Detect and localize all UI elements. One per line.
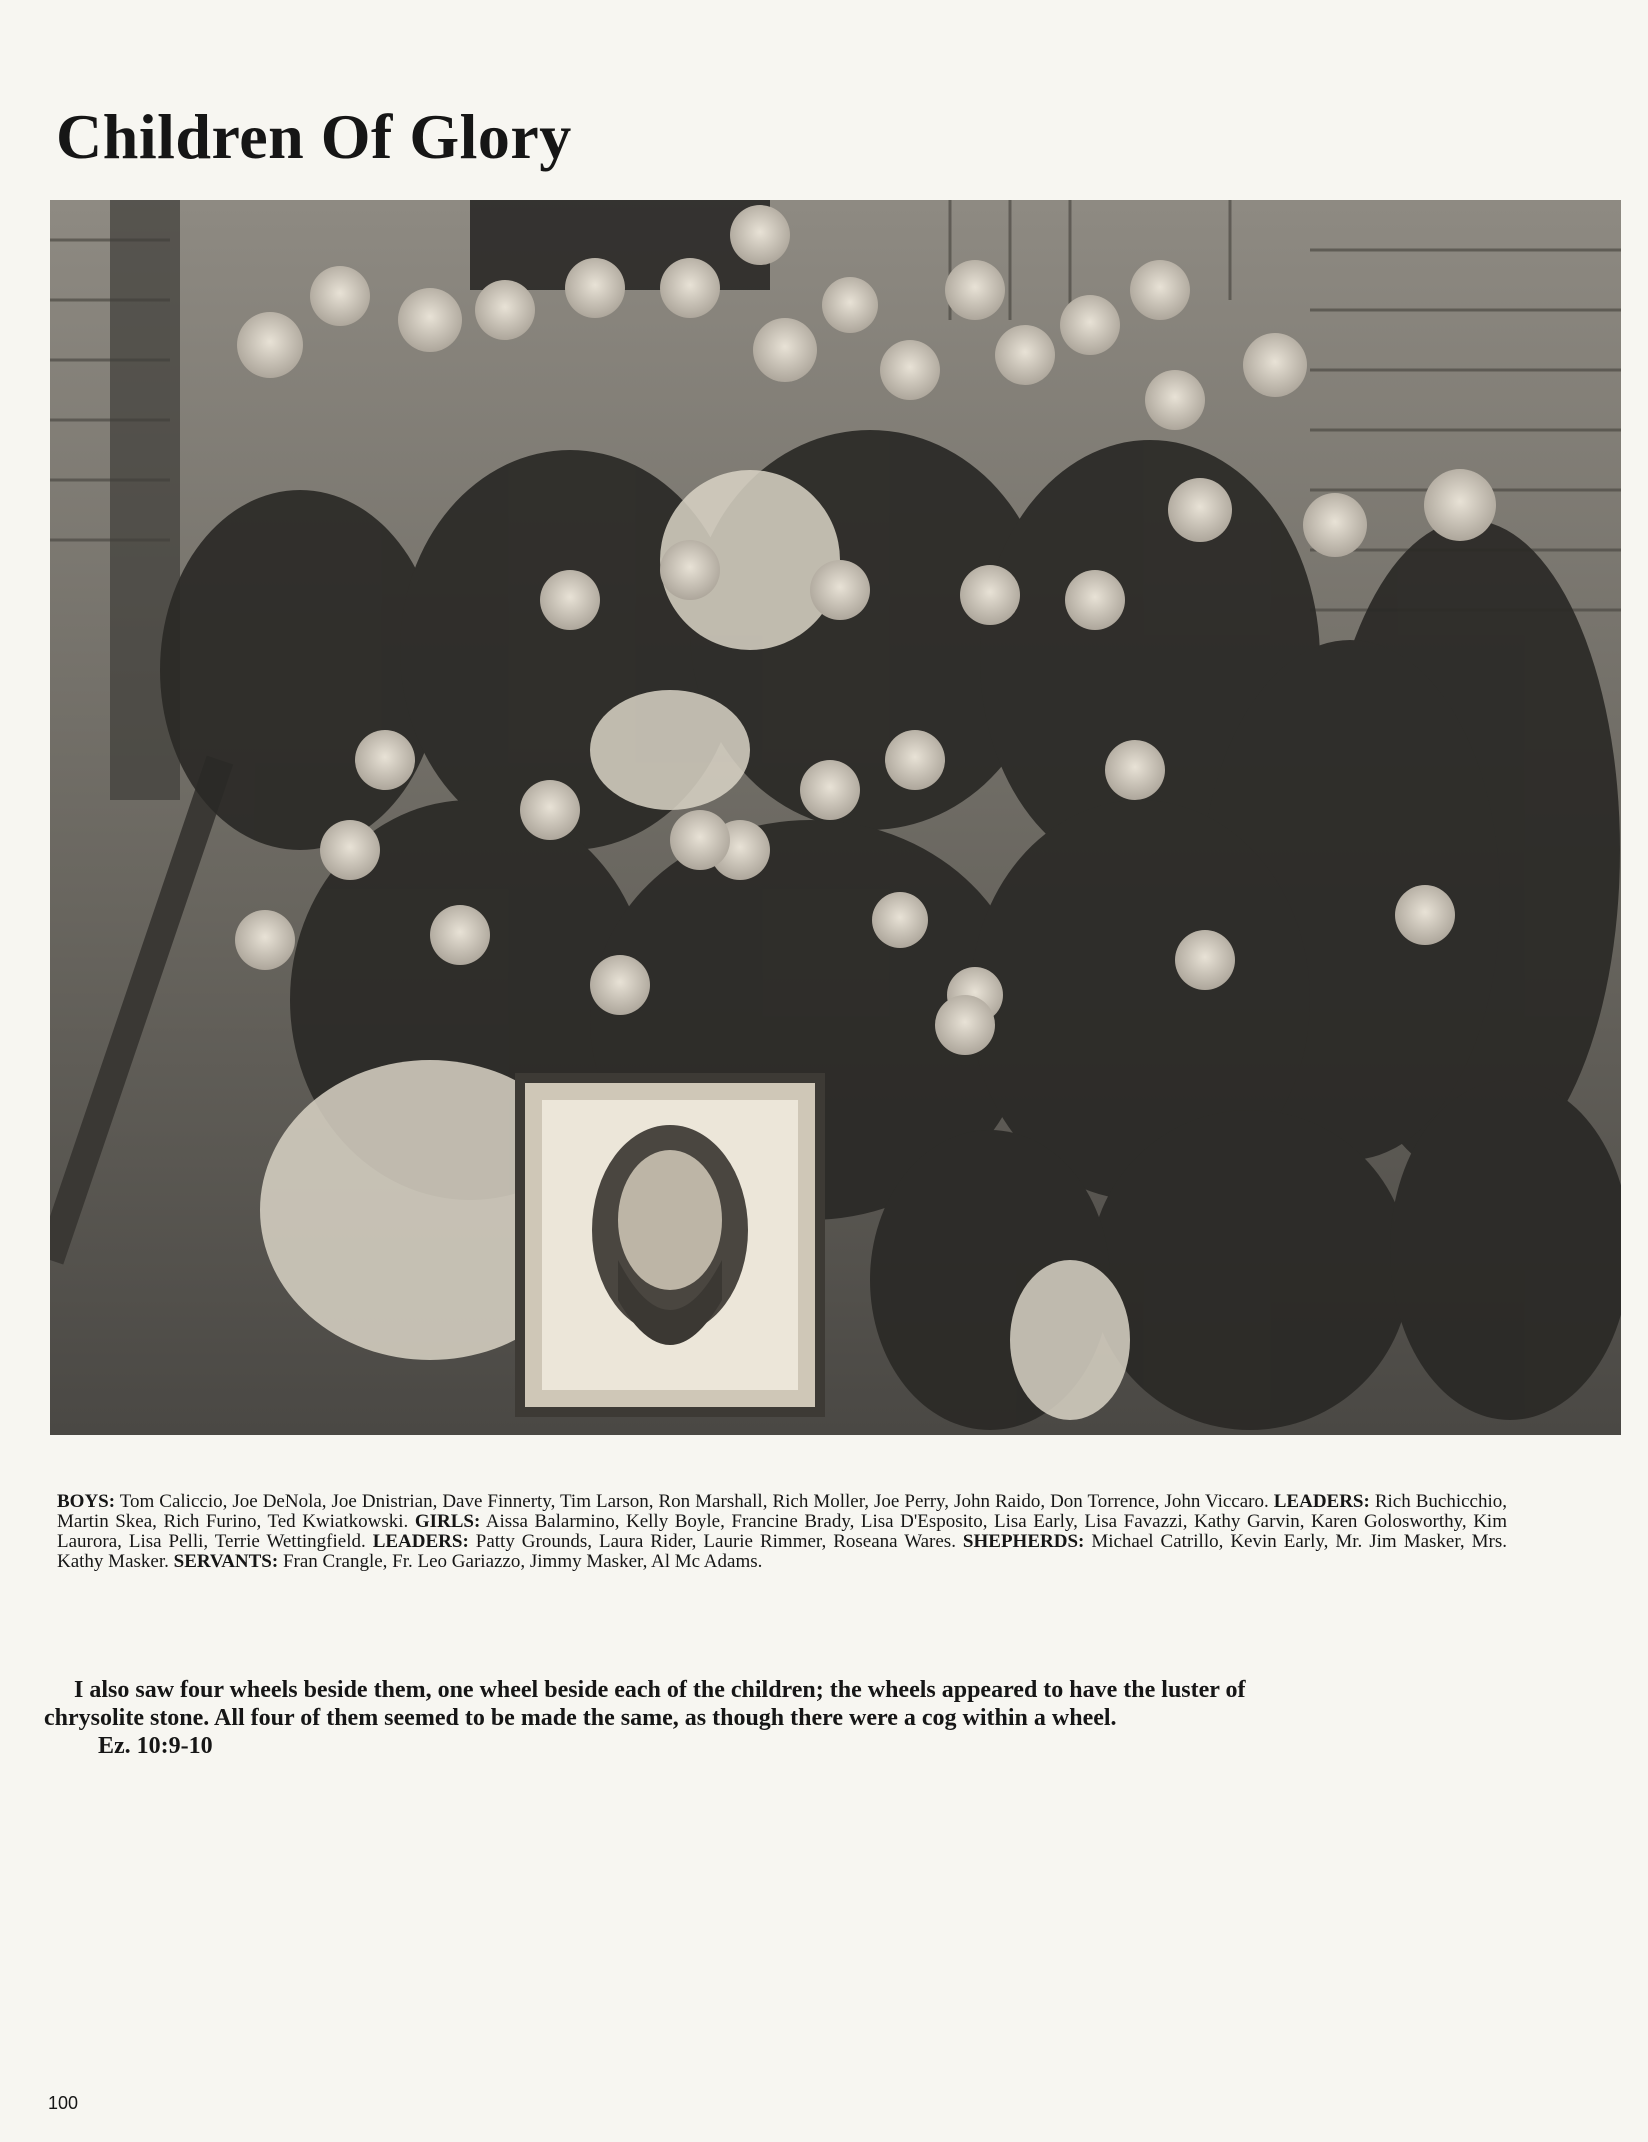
caption-text: Rich Buchicchio, Martin Skea, Rich Furino, Ted Kwiatkowski. xyxy=(57,1491,1507,1532)
caption-text: Michael Catrillo, Kevin Early, Mr. Jim Masker, Mrs. Kathy Masker. xyxy=(57,1531,1507,1572)
scripture-quote xyxy=(44,1676,1534,1760)
caption-label: SHEPHERDS: xyxy=(962,1531,1085,1552)
caption-label: LEADERS: xyxy=(372,1531,469,1552)
caption-text: Aissa Balarmino, Kelly Boyle, Francine Brady, Lisa D'Esposito, Lisa Early, Lisa Favazzi, Kathy Garvin, Karen Golosworthy, Kim Laurora, Lisa Pelli, Terrie Wettingfield. xyxy=(57,1511,1507,1552)
caption-label: GIRLS: xyxy=(414,1511,481,1532)
caption-text: Tom Caliccio, Joe DeNola, Joe Dnistrian, Dave Finnerty, Tim Larson, Ron Marshall, Rich Moller, Joe Perry, John Raido, Don Torrence, John Viccaro. xyxy=(115,1491,1274,1512)
caption-text: Fran Crangle, Fr. Leo Gariazzo, Jimmy Masker, Al Mc Adams. xyxy=(278,1551,763,1572)
caption-label: SERVANTS: xyxy=(173,1551,279,1572)
group-photo xyxy=(50,200,1621,1435)
caption-label: BOYS: xyxy=(57,1491,116,1512)
caption-names xyxy=(57,1492,1507,1572)
page-title: Children Of Glory xyxy=(56,101,572,172)
caption-text: Patty Grounds, Laura Rider, Laurie Rimmer, Roseana Wares. xyxy=(468,1531,963,1552)
caption-label: LEADERS: xyxy=(1273,1491,1370,1512)
quote-line-1: I also saw four wheels beside them, one wheel beside each of the children; the wheels appeared to have the luster of xyxy=(74,1677,1246,1703)
quote-line-2: chrysolite stone. All four of them seemed to be made the same, as though there were a cog within a wheel. xyxy=(44,1705,1117,1731)
framed-portrait xyxy=(520,1078,820,1412)
group-photo-image xyxy=(50,200,1621,1435)
page-number: 100 xyxy=(48,2093,79,2113)
quote-reference: Ez. 10:9-10 xyxy=(98,1733,213,1759)
